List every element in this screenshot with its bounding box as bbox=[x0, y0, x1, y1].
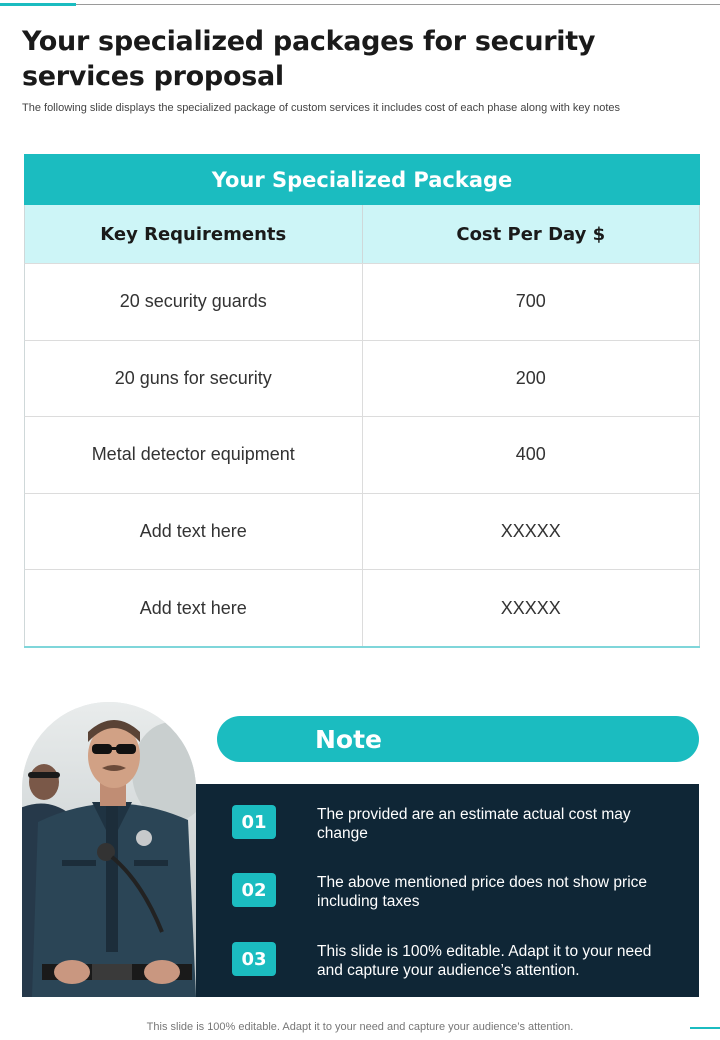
table-row bbox=[24, 493, 700, 570]
note-text: This slide is 100% editable. Adapt it to your need and capture your audience’s attention. bbox=[317, 943, 652, 979]
police-officer-photo bbox=[22, 702, 196, 997]
requirement-cell: Metal detector equipment bbox=[91, 444, 295, 465]
note-number-badge: 01 bbox=[232, 805, 276, 839]
requirement-cell: Add text here bbox=[139, 521, 247, 542]
note-panel bbox=[196, 784, 699, 997]
footer-text: This slide is 100% editable. Adapt it to your need and capture your audience’s attention. bbox=[146, 1021, 574, 1033]
requirement-cell: 20 guns for security bbox=[114, 367, 272, 388]
footer-accent-line bbox=[690, 1027, 720, 1029]
cost-cell: XXXXX bbox=[362, 570, 700, 646]
package-table-title: Your Specialized Package bbox=[24, 154, 700, 205]
note-item bbox=[232, 873, 677, 911]
requirement-cell: 20 security guards bbox=[119, 291, 267, 312]
table-row bbox=[24, 340, 700, 417]
column-header-requirements: Key Requirements bbox=[100, 223, 287, 245]
note-item bbox=[232, 805, 677, 843]
cost-cell: 700 bbox=[362, 264, 700, 340]
cost-cell: 200 bbox=[362, 341, 700, 417]
top-accent-bar bbox=[0, 3, 76, 6]
page-subtitle: The following slide displays the specialized package of custom services it includes cost of each phase along with key notes bbox=[22, 102, 620, 114]
note-text: The above mentioned price does not show price including taxes bbox=[317, 874, 648, 910]
cost-cell: 400 bbox=[362, 417, 700, 493]
police-officer-illustration bbox=[22, 702, 196, 997]
package-table bbox=[24, 154, 700, 648]
table-row bbox=[24, 263, 700, 340]
requirement-cell: Add text here bbox=[139, 597, 247, 618]
note-title: Note bbox=[217, 716, 699, 762]
top-rule bbox=[0, 4, 720, 5]
table-row bbox=[24, 569, 700, 646]
page-title: Your specialized packages for security services proposal bbox=[22, 26, 596, 92]
cost-cell: XXXXX bbox=[362, 494, 700, 570]
note-number-badge: 03 bbox=[232, 942, 276, 976]
note-item bbox=[232, 942, 677, 980]
column-header-cost: Cost Per Day $ bbox=[362, 205, 700, 263]
note-text: The provided are an estimate actual cost may change bbox=[317, 806, 631, 842]
note-number-badge: 02 bbox=[232, 873, 276, 907]
table-row bbox=[24, 416, 700, 493]
table-header-row bbox=[24, 205, 700, 263]
